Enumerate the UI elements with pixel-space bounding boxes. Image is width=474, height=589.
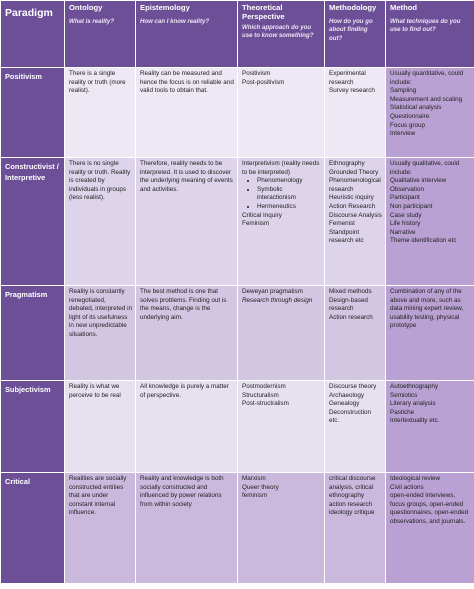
table-row-pragmatism [1,286,474,381]
ontology-cell: Reality is what we perceive to be real [65,381,136,473]
epistemology-cell: All knowledge is purely a matter of perspective. [136,381,238,473]
epistemology-cell: Reality can be measured and hence the focus is on reliable and valid tools to obtain that. [136,68,238,158]
method-line: Literary analysis [390,400,436,408]
theory-line: Queer theory [242,483,279,491]
method-line: open-ended interviews, focus groups, open-ended questionnaires, open-ended observations, and journals. [390,492,469,525]
epistemology-cell: Reality and knowledge is both socially constructed and influenced by power relations from within society [136,473,238,584]
header-theoretical-perspective [238,1,325,68]
ontology-cell: There is a single reality or truth (more realist). [65,68,136,158]
method-line: Usually quantitative, could include: [390,70,464,86]
epistemology-cell: Therefore, reality needs to be interpreted. It is used to discover the underlying meaning of events and activities. [136,158,238,286]
theory-line: Post-structralism [242,400,289,408]
paradigm-cell: Positivism [1,68,65,158]
theory-line: Deweyan pragmatism [242,288,303,295]
method-line: Participant [390,194,420,202]
header-paradigm [1,1,65,68]
theory-line: Post-positivism [242,78,285,86]
method-cell [386,68,474,158]
theory-line: Critical Inquiry [242,211,282,219]
methodology-line: Grounded Theory [329,168,379,176]
header-title: Ontology [69,3,103,12]
header-title: Theoretical Perspective [242,3,285,21]
method-line: Qualitative interview [390,177,447,185]
theory-line: Interpretivism (reality needs to be interpreted) [242,160,320,176]
method-cell [386,158,474,286]
method-line: Autoethnography [390,383,438,390]
methodology-line: Experimental research [329,70,366,86]
methodology-cell [325,381,386,473]
methodology-line: Design-based research [329,296,368,313]
theory-line: Positivism [242,70,271,77]
method-cell [386,473,474,584]
paradigm-cell: Pragmatism [1,286,65,381]
ontology-cell: Reality is constantly renegotiated, debated, interpreted in light of its usefulness in new unpredictable situations. [65,286,136,381]
epistemology-cell: The best method is one that solves problems. Finding out is the means, change is the underlying aim. [136,286,238,381]
method-line: Non participant [390,202,433,210]
methodology-cell [325,158,386,286]
theory-line: feminism [242,492,268,500]
methodology-line: Genealogy [329,400,360,408]
method-line: Interview [390,130,416,138]
methodology-cell [325,473,386,584]
theory-line: Postmodernism [242,383,286,390]
method-line: Measurement and scaling [390,95,463,103]
header-title: Epistemology [140,3,190,12]
header-title: Methodology [329,3,377,12]
methodology-line: Femenist [329,220,355,228]
method-line: Theme identification etc [390,237,457,245]
method-line: Observation [390,185,424,193]
method-line: Statistical analysis [390,104,442,112]
header-question: How can I know reality? [140,18,210,25]
header-question: What is reality? [69,18,115,25]
methodology-line: Action research [329,313,373,321]
method-line: Usually qualitative, could include: [390,160,460,176]
method-line: Focus group [390,121,426,129]
method-line: Life history [390,220,421,228]
table-row-subjectivism [1,381,474,473]
methodology-line: Ethnography [329,160,365,167]
header-question: What techniques do you use to find out? [390,18,461,34]
methodology-line: Mixed methods [329,288,372,295]
methodology-line: Survey research [329,87,375,95]
theory-line: Feminism [242,220,270,228]
paradigm-cell: Critical [1,473,65,584]
theory-line: Marxism [242,475,266,482]
header-question: How do you go about finding out? [329,18,373,42]
method-cell [386,381,474,473]
header-title: Method [390,3,417,12]
methodology-line: Action Research [329,202,376,210]
header-title: Paradigm [5,7,53,19]
theory-bullet: • Phenomenology [257,177,321,186]
theory-cell [238,286,325,381]
header-methodology [325,1,386,68]
theory-line: Structuralism [242,391,279,399]
theory-cell [238,68,325,158]
methodology-line: critical discourse analysis, critical ethnography action research ideology critique [329,475,376,517]
methodology-cell [325,286,386,381]
table-row-positivism [1,68,474,158]
methodology-line: Phenomenological research [329,177,381,193]
theory-bullet: • Symbolic interactionism [257,186,321,203]
methodology-line: Discourse Analysis [329,211,382,219]
theory-cell [238,158,325,286]
method-line: Ideological review [390,475,441,482]
method-line: Narrative [390,228,416,236]
method-line: Combination of any of the above and more, such as data mining expert review, usability testing, physical prototype [390,288,464,330]
method-line: Intertextuality etc. [390,417,440,425]
methodology-line: Heuristic inquiry [329,194,374,202]
methodology-cell [325,68,386,158]
table-row-critical [1,473,474,584]
methodology-line: Standpoint research etc [329,228,364,245]
table-row-constructivist [1,158,474,286]
theory-italic-line: Research through design [242,296,313,304]
method-line: Questionnaire [390,112,430,120]
methodology-line: Archaeology [329,391,365,399]
paradigm-cell: Subjectivism [1,381,65,473]
methodology-line: Deconstruction etc. [329,408,371,425]
methodology-line: Discourse theory [329,383,377,390]
theory-cell [238,473,325,584]
theory-cell [238,381,325,473]
ontology-cell: Realities are socially constructed entities that are under constant internal influence. [65,473,136,584]
paradigm-cell: Constructivist / Interpretive [1,158,65,286]
header-row [1,1,474,68]
method-line: Case study [390,211,422,219]
method-line: Pastiche [390,408,415,416]
ontology-cell: There is no single reality or truth. Reality is created by individuals in groups (less realist). [65,158,136,286]
method-line: Sampling [390,87,417,95]
header-question: Which approach do you use to know something? [242,24,314,40]
method-line: Civil actions [390,483,424,491]
header-epistemology [136,1,238,68]
header-ontology [65,1,136,68]
theory-bullet-list [242,177,321,211]
method-line: Semiotics [390,391,418,399]
header-method [386,1,474,68]
method-cell [386,286,474,381]
theory-bullet: • Hermeneutics [257,203,321,212]
